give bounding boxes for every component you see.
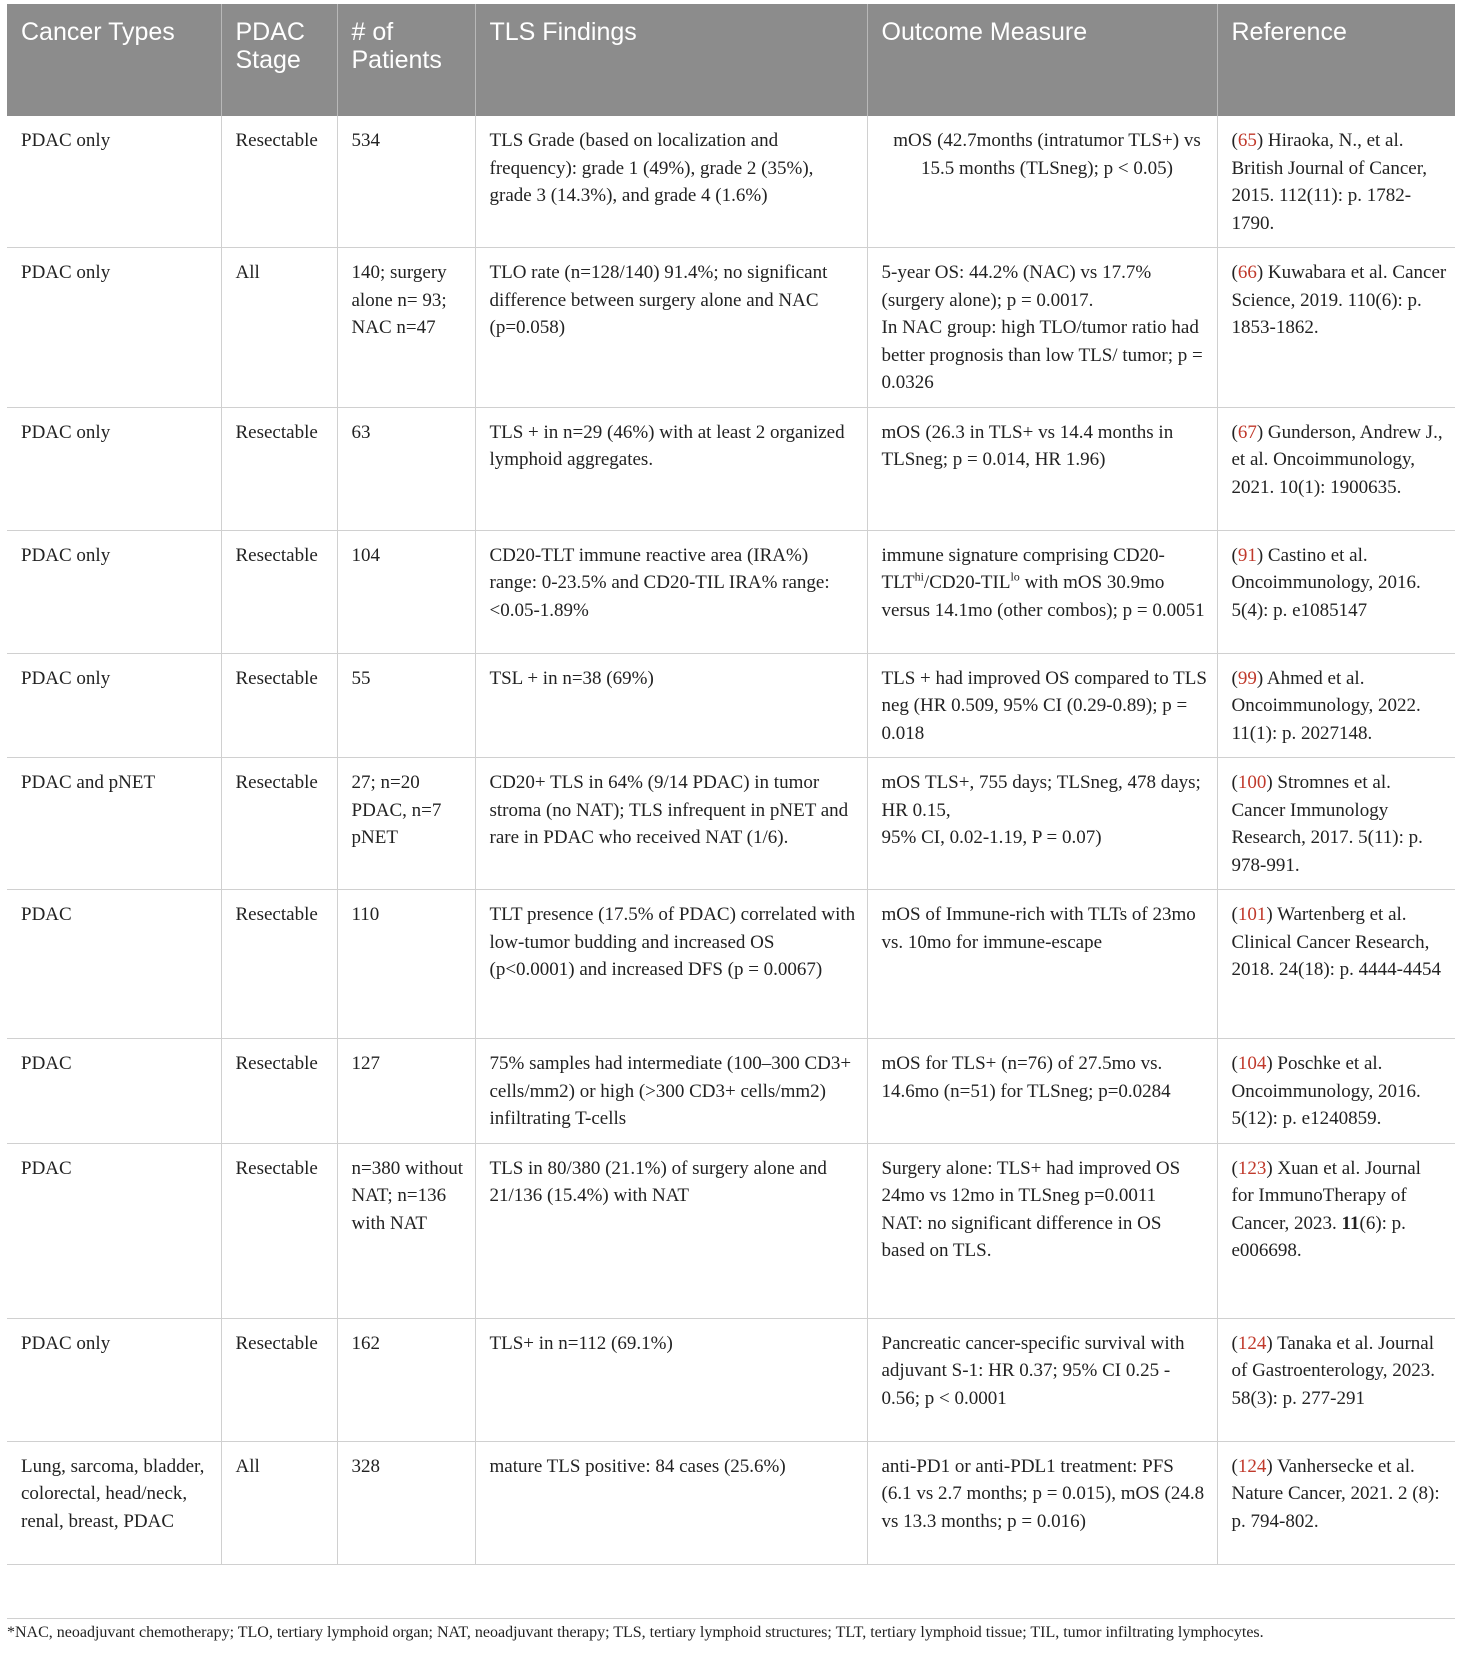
table-row: [7, 530, 1455, 653]
outcome-text: with mOS 30.9mo versus 14.1mo (other combos); p = 0.0051: [881, 572, 1205, 621]
cell-stage: Resectable: [221, 116, 337, 248]
table-row: [7, 1143, 1455, 1318]
cell-findings: mature TLS positive: 84 cases (25.6%): [475, 1441, 867, 1564]
outcome-line: 5-year OS: 44.2% (NAC) vs 17.7% (surgery alone); p = 0.0017.: [881, 262, 1152, 311]
reference-text: Tanaka et al. Journal of Gastroenterology, 2023. 58(3): p. 277-291: [1231, 1332, 1435, 1409]
cell-outcome: [867, 248, 1217, 408]
cell-stage: Resectable: [221, 653, 337, 758]
cell-patients: 55: [337, 653, 475, 758]
reference-link[interactable]: 67: [1237, 421, 1257, 443]
cell-outcome: mOS for TLS+ (n=76) of 27.5mo vs. 14.6mo (n=51) for TLSneg; p=0.0284: [867, 1039, 1217, 1144]
outcome-text: /CD20-TIL: [923, 572, 1011, 593]
reference-text: Ahmed et al. Oncoimmunology, 2022. 11(1): p. 2027148.: [1231, 667, 1421, 744]
superscript: lo: [1010, 569, 1020, 584]
reference-text: (6): p.: [1359, 1212, 1406, 1234]
cell-reference: (91) Castino et al. Oncoimmunology, 2016. 5(4): p. e1085147: [1217, 530, 1455, 653]
cell-cancer-type: PDAC: [7, 1143, 221, 1318]
cell-cancer-type: PDAC only: [7, 407, 221, 530]
cell-cancer-type: PDAC only: [7, 248, 221, 408]
cell-cancer-type: PDAC only: [7, 1318, 221, 1441]
reference-link[interactable]: 91: [1237, 544, 1257, 566]
cell-patients: 162: [337, 1318, 475, 1441]
table-row: [7, 1318, 1455, 1441]
cell-patients: 140; surgery alone n= 93; NAC n=47: [337, 248, 475, 408]
cell-outcome: [867, 758, 1217, 890]
reference-text: Wartenberg et al. Clinical Cancer Research,: [1231, 904, 1430, 953]
table-header: [7, 4, 1455, 116]
table-row: [7, 116, 1455, 248]
cell-findings: CD20-TLT immune reactive area (IRA%) range: 0-23.5% and CD20-TIL IRA% range: <0.05-1.89%: [475, 530, 867, 653]
outcome-line: Surgery alone: TLS+ had improved OS 24mo vs 12mo in TLSneg p=0.0011: [881, 1157, 1181, 1206]
cell-reference: (67) Gunderson, Andrew J., et al. Oncoimmunology, 2021. 10(1): 1900635.: [1217, 407, 1455, 530]
reference-text: Castino et al. Oncoimmunology, 2016. 5(4): p. e1085147: [1231, 544, 1421, 621]
cell-outcome: [867, 530, 1217, 653]
header-pdac-stage: PDAC Stage: [221, 4, 337, 116]
cell-reference: (104) Poschke et al. Oncoimmunology, 2016. 5(12): p. e1240859.: [1217, 1039, 1455, 1144]
superscript: hi: [914, 569, 924, 584]
cell-outcome: mOS (26.3 in TLS+ vs 14.4 months in TLSneg; p = 0.014, HR 1.96): [867, 407, 1217, 530]
table-row: [7, 407, 1455, 530]
cell-stage: Resectable: [221, 758, 337, 890]
cell-cancer-type: PDAC and pNET: [7, 758, 221, 890]
cell-findings: TLT presence (17.5% of PDAC) correlated with low-tumor budding and increased OS (p<0.0001) and increased DFS (p = 0.0067): [475, 890, 867, 1039]
reference-link[interactable]: 124: [1237, 1332, 1267, 1354]
cell-cancer-type: PDAC only: [7, 530, 221, 653]
reference-link[interactable]: 124: [1237, 1455, 1267, 1477]
cell-cancer-type: PDAC: [7, 890, 221, 1039]
cell-stage: Resectable: [221, 407, 337, 530]
cell-patients: 27; n=20 PDAC, n=7 pNET: [337, 758, 475, 890]
cell-reference: (100) Stromnes et al. Cancer Immunology Research, 2017. 5(11): p. 978-991.: [1217, 758, 1455, 890]
cell-reference: (65) Hiraoka, N., et al. British Journal of Cancer, 2015. 112(11): p. 1782-1790.: [1217, 116, 1455, 248]
header-reference: Reference: [1217, 4, 1455, 116]
cell-reference: (124) Tanaka et al. Journal of Gastroenterology, 2023. 58(3): p. 277-291: [1217, 1318, 1455, 1441]
table-row: [7, 248, 1455, 408]
reference-link[interactable]: 99: [1237, 667, 1257, 689]
cell-stage: Resectable: [221, 1143, 337, 1318]
outcome-line: NAT: no significant difference in OS based on TLS.: [881, 1212, 1162, 1261]
cell-reference: (66) Kuwabara et al. Cancer Science, 2019. 110(6): p. 1853-1862.: [1217, 248, 1455, 408]
cell-patients: 127: [337, 1039, 475, 1144]
cell-outcome: mOS (42.7months (intratumor TLS+) vs 15.5 months (TLSneg); p < 0.05): [867, 116, 1217, 248]
reference-text: 2018. 24(18): p. 4444-4454: [1231, 959, 1442, 980]
cell-stage: Resectable: [221, 530, 337, 653]
cell-findings: TLS+ in n=112 (69.1%): [475, 1318, 867, 1441]
cell-outcome: mOS of Immune-rich with TLTs of 23mo vs. 10mo for immune-escape: [867, 890, 1217, 1039]
table-row: [7, 1441, 1455, 1564]
data-table-wrapper: [7, 4, 1455, 1565]
cell-findings: TLS Grade (based on localization and frequency): grade 1 (49%), grade 2 (35%), grade 3 (14.3%), and grade 4 (1.6%): [475, 116, 867, 248]
cell-findings: 75% samples had intermediate (100–300 CD3+ cells/mm2) or high (>300 CD3+ cells/mm2) infiltrating T-cells: [475, 1039, 867, 1144]
reference-link[interactable]: 100: [1237, 772, 1267, 793]
cell-patients: n=380 without NAT; n=136 with NAT: [337, 1143, 475, 1318]
cell-stage: Resectable: [221, 1318, 337, 1441]
cell-findings: TLO rate (n=128/140) 91.4%; no significant difference between surgery alone and NAC (p=0.058): [475, 248, 867, 408]
header-tls-findings: TLS Findings: [475, 4, 867, 116]
outcome-line: mOS TLS+, 755 days; TLSneg, 478 days; HR 0.15,: [881, 772, 1201, 821]
cell-findings: TLS + in n=29 (46%) with at least 2 organized lymphoid aggregates.: [475, 407, 867, 530]
cell-patients: 104: [337, 530, 475, 653]
cell-stage: Resectable: [221, 890, 337, 1039]
cell-stage: Resectable: [221, 1039, 337, 1144]
outcome-line: 95% CI, 0.02-1.19, P = 0.07): [881, 827, 1102, 848]
cell-reference: (101) Wartenberg et al. Clinical Cancer Research, 2018. 24(18): p. 4444-4454: [1217, 890, 1455, 1039]
table-body: [7, 116, 1455, 1564]
cell-findings: CD20+ TLS in 64% (9/14 PDAC) in tumor stroma (no NAT); TLS infrequent in pNET and rare in PDAC who received NAT (1/6).: [475, 758, 867, 890]
cell-outcome: [867, 1143, 1217, 1318]
reference-text: Gunderson, Andrew J., et al. Oncoimmunology, 2021. 10(1): 1900635.: [1231, 421, 1443, 498]
cell-reference: (123) Xuan et al. Journal for ImmunoTherapy of Cancer, 2023. 11(6): p. e006698.: [1217, 1143, 1455, 1318]
cell-stage: All: [221, 1441, 337, 1564]
cell-stage: All: [221, 248, 337, 408]
reference-link[interactable]: 101: [1237, 904, 1267, 925]
header-outcome-measure: Outcome Measure: [867, 4, 1217, 116]
cell-outcome: anti-PD1 or anti-PDL1 treatment: PFS (6.1 vs 2.7 months; p = 0.015), mOS (24.8 vs 13.3 months; p = 0.016): [867, 1441, 1217, 1564]
cell-cancer-type: PDAC only: [7, 653, 221, 758]
reference-link[interactable]: 65: [1237, 130, 1257, 151]
outcome-text: immune signature comprising CD20-TLT: [881, 544, 1165, 593]
reference-volume: 11: [1341, 1212, 1360, 1234]
cell-reference: (124) Vanhersecke et al. Nature Cancer, 2021. 2 (8): p. 794-802.: [1217, 1441, 1455, 1564]
reference-link[interactable]: 104: [1237, 1053, 1267, 1074]
reference-link[interactable]: 123: [1237, 1157, 1267, 1179]
cell-patients: 534: [337, 116, 475, 248]
cell-cancer-type: PDAC only: [7, 116, 221, 248]
table-row: [7, 1039, 1455, 1144]
cell-findings: TSL + in n=38 (69%): [475, 653, 867, 758]
reference-text: Stromnes et al. Cancer Immunology Research, 2017. 5(11): p. 978-991.: [1231, 772, 1423, 876]
table-row: [7, 758, 1455, 890]
reference-link[interactable]: 66: [1237, 262, 1257, 283]
cell-findings: TLS in 80/380 (21.1%) of surgery alone and 21/136 (15.4%) with NAT: [475, 1143, 867, 1318]
table-footnote: *NAC, neoadjuvant chemotherapy; TLO, tertiary lymphoid organ; NAT, neoadjuvant therapy; TLS, tertiary lymphoid structures; TLT, tertiary lymphoid tissue; TIL, tumor infiltrating lymphocytes.: [7, 1618, 1455, 1645]
reference-text: Vanhersecke et al. Nature Cancer, 2021. 2 (8): p. 794-802.: [1231, 1455, 1440, 1532]
table-row: [7, 890, 1455, 1039]
header-num-patients: # of Patients: [337, 4, 475, 116]
cell-patients: 63: [337, 407, 475, 530]
header-row: [7, 4, 1455, 116]
cell-patients: 328: [337, 1441, 475, 1564]
reference-text: e006698.: [1231, 1240, 1302, 1261]
table-row: [7, 653, 1455, 758]
cell-reference: (99) Ahmed et al. Oncoimmunology, 2022. 11(1): p. 2027148.: [1217, 653, 1455, 758]
reference-text: Poschke et al. Oncoimmunology, 2016. 5(12): p. e1240859.: [1231, 1053, 1421, 1129]
header-cancer-types: Cancer Types: [7, 4, 221, 116]
reference-text: Kuwabara et al. Cancer Science, 2019. 110(6): p. 1853-1862.: [1231, 262, 1447, 338]
reference-text: Hiraoka, N., et al. British Journal of Cancer, 2015. 112(11): p. 1782-1790.: [1231, 130, 1428, 234]
tls-findings-table: [7, 4, 1455, 1565]
cell-outcome: TLS + had improved OS compared to TLS neg (HR 0.509, 95% CI (0.29-0.89); p = 0.018: [867, 653, 1217, 758]
cell-outcome: Pancreatic cancer-specific survival with adjuvant S-1: HR 0.37; 95% CI 0.25 - 0.56; p < 0.0001: [867, 1318, 1217, 1441]
cell-cancer-type: PDAC: [7, 1039, 221, 1144]
outcome-line: In NAC group: high TLO/tumor ratio had better prognosis than low TLS/ tumor; p = 0.0326: [881, 317, 1203, 393]
reference-text: Xuan et al. Journal for ImmunoTherapy of Cancer, 2023.: [1231, 1157, 1421, 1234]
cell-patients: 110: [337, 890, 475, 1039]
cell-cancer-type: Lung, sarcoma, bladder, colorectal, head/neck, renal, breast, PDAC: [7, 1441, 221, 1564]
